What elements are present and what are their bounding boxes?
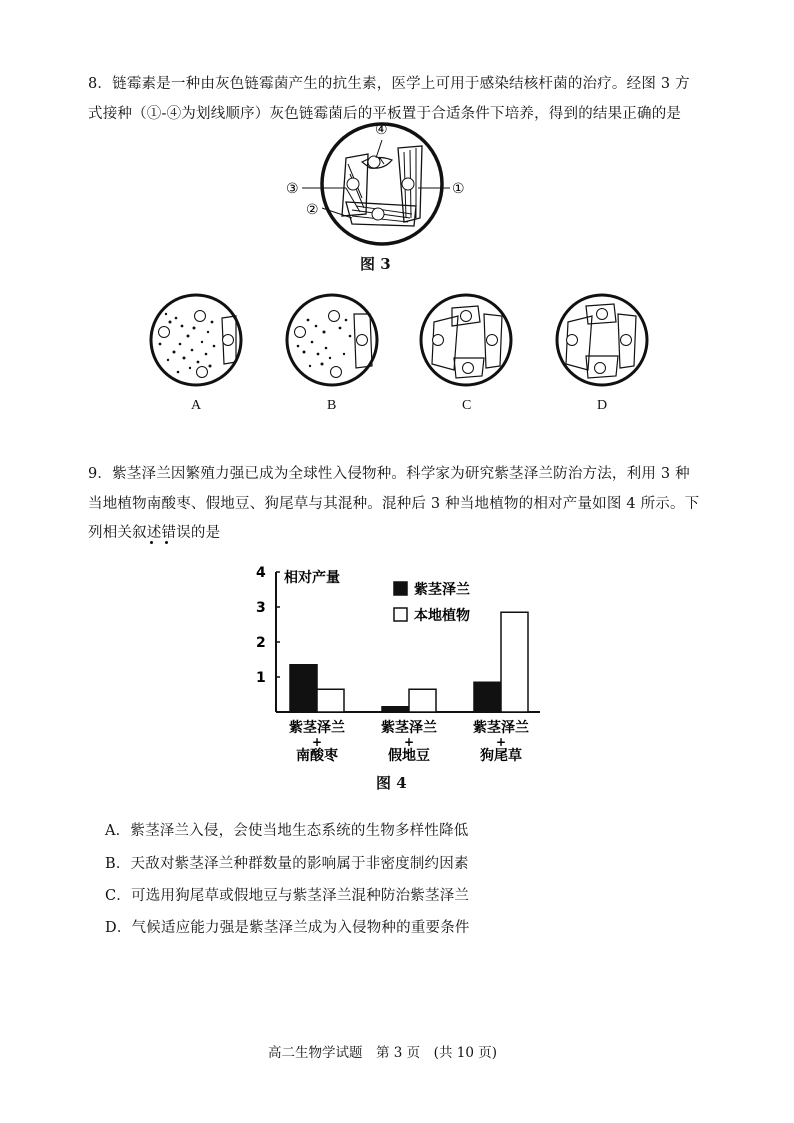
legend-swatch <box>394 608 407 621</box>
bar-invasive-1 <box>290 665 317 712</box>
bar-invasive-3 <box>474 682 501 712</box>
x-category-label: + <box>403 735 415 749</box>
bar-native-2 <box>409 689 436 712</box>
bar-native-1 <box>317 689 344 712</box>
plate-c <box>421 295 511 385</box>
y-tick-label: 2 <box>256 635 266 651</box>
figure-3-caption: 图 3 <box>360 255 391 273</box>
q8-stem-line-2: 式接种（①-④为划线顺序）灰色链霉菌后的平板置于合适条件下培养，得到的结果正确的是 <box>88 106 682 122</box>
x-category-label: + <box>495 735 507 749</box>
x-category-label: 狗尾草 <box>480 748 522 764</box>
q9-stem-line-1: 9．紫茎泽兰因繁殖力强已成为全球性入侵物种。科学家为研究紫茎泽兰防治方法，利用 3 种 <box>88 466 690 482</box>
figure-4-bar-chart <box>250 560 550 765</box>
legend-label: 紫茎泽兰 <box>414 582 470 598</box>
q8-stem-line-1: 8．链霉素是一种由灰色链霉菌产生的抗生素，医学上可用于感染结核杆菌的治疗。经图 3 方 <box>88 76 690 92</box>
q9-stem-line-3: 列相关叙述错误的是 <box>88 525 221 541</box>
plate-a <box>151 295 241 385</box>
q9-stem-line-2: 当地植物南酸枣、假地豆、狗尾草与其混种。混种后 3 种当地植物的相对产量如图 4 所示。下 <box>88 496 700 512</box>
plate-label-a: A <box>191 398 202 413</box>
x-category-label: 紫茎泽兰 <box>473 720 529 736</box>
y-tick-label: 4 <box>256 565 266 581</box>
q9-option-d: D．气候适应能力强是紫茎泽兰成为入侵物种的重要条件 <box>105 920 470 936</box>
figure-3-streak-plate <box>280 118 500 253</box>
emphasis-dot <box>165 541 168 544</box>
plate-label-c: C <box>462 398 472 413</box>
x-category-label: 紫茎泽兰 <box>289 720 345 736</box>
callout-4: ④ <box>375 122 388 138</box>
x-category-label: 紫茎泽兰 <box>381 720 437 736</box>
page-footer: 高二生物学试题 第 3 页 (共 10 页) <box>268 1045 497 1061</box>
plate-label-b: B <box>327 398 337 413</box>
q9-option-a: A．紫茎泽兰入侵，会使当地生态系统的生物多样性降低 <box>105 823 469 839</box>
emphasis-dot <box>150 541 153 544</box>
callout-3: ③ <box>286 181 299 197</box>
legend-swatch <box>394 582 407 595</box>
x-category-label: 南酸枣 <box>296 748 338 764</box>
legend-label: 本地植物 <box>414 608 470 624</box>
x-category-label: + <box>311 735 323 749</box>
plate-b <box>287 295 377 385</box>
figure-4-caption: 图 4 <box>376 774 407 792</box>
q9-option-c: C．可选用狗尾草或假地豆与紫茎泽兰混种防治紫茎泽兰 <box>105 888 470 904</box>
plate-d <box>557 295 647 385</box>
y-tick-label: 3 <box>256 600 266 616</box>
option-plates <box>140 292 660 392</box>
x-category-label: 假地豆 <box>388 748 430 764</box>
bar-invasive-2 <box>382 707 409 712</box>
y-tick-label: 1 <box>256 670 266 686</box>
y-axis-title: 相对产量 <box>284 570 340 586</box>
callout-2: ② <box>306 202 319 218</box>
callout-1: ① <box>452 181 465 197</box>
plate-label-d: D <box>597 398 608 413</box>
q9-option-b: B．天敌对紫茎泽兰种群数量的影响属于非密度制约因素 <box>105 856 469 872</box>
bar-native-3 <box>501 612 528 712</box>
